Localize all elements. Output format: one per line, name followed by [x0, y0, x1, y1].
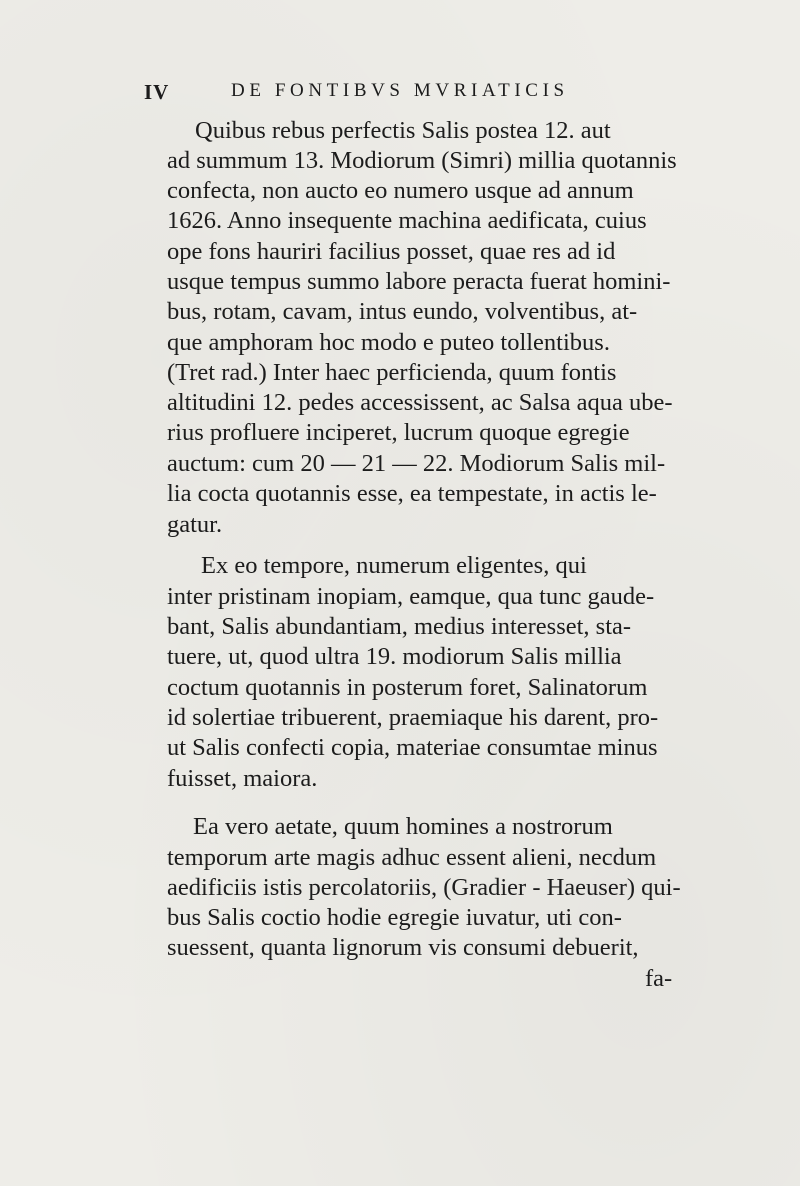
text-line: ut Salis confecti copia, materiae consumtae minus: [167, 734, 658, 761]
text-line: que amphoram hoc modo e puteo tollentibus.: [167, 329, 610, 356]
text-line: Quibus rebus perfectis Salis postea 12. aut: [195, 117, 611, 144]
text-line: auctum: cum 20 — 21 — 22. Modiorum Salis mil-: [167, 450, 666, 477]
text-line: tuere, ut, quod ultra 19. modiorum Salis millia: [167, 643, 622, 670]
text-line: gatur.: [167, 511, 223, 538]
text-line: bant, Salis abundantiam, medius interesset, sta-: [167, 613, 632, 640]
text-line: aedificiis istis percolatoriis, (Gradier - Haeuser) qui-: [167, 874, 681, 901]
text-line: Ex eo tempore, numerum eligentes, qui: [201, 552, 587, 579]
text-line: 1626. Anno insequente machina aedificata, cuius: [167, 207, 647, 234]
text-line: inter pristinam inopiam, eamque, qua tunc gaude-: [167, 583, 655, 610]
text-line: ope fons hauriri facilius posset, quae res ad id: [167, 238, 616, 265]
text-line: temporum arte magis adhuc essent alieni, necdum: [167, 844, 657, 871]
running-head: DE FONTIBVS MVRIATICIS: [231, 80, 569, 101]
text-line: altitudini 12. pedes accessissent, ac Salsa aqua ube-: [167, 389, 673, 416]
text-line: bus, rotam, cavam, intus eundo, volventibus, at-: [167, 298, 638, 325]
text-line: fa-: [645, 965, 673, 992]
text-line: fuisset, maiora.: [167, 765, 318, 792]
text-line: id solertiae tribuerent, praemiaque his darent, pro-: [167, 704, 659, 731]
text-line: ad summum 13. Modiorum (Simri) millia quotannis: [167, 147, 677, 174]
text-line: confecta, non aucto eo numero usque ad annum: [167, 177, 634, 204]
text-line: (Tret rad.) Inter haec perficienda, quum fontis: [167, 359, 617, 386]
text-line: Ea vero aetate, quum homines a nostrorum: [193, 813, 613, 840]
page-header: [144, 80, 764, 110]
text-line: suessent, quanta lignorum vis consumi debuerit,: [167, 934, 639, 961]
text-line: bus Salis coctio hodie egregie iuvatur, uti con-: [167, 904, 622, 931]
text-line: lia cocta quotannis esse, ea tempestate, in actis le-: [167, 480, 657, 507]
text-line: usque tempus summo labore peracta fuerat homini-: [167, 268, 671, 295]
text-line: coctum quotannis in posterum foret, Salinatorum: [167, 674, 648, 701]
page-number: IV: [144, 80, 170, 104]
text-line: rius profluere inciperet, lucrum quoque egregie: [167, 419, 630, 446]
